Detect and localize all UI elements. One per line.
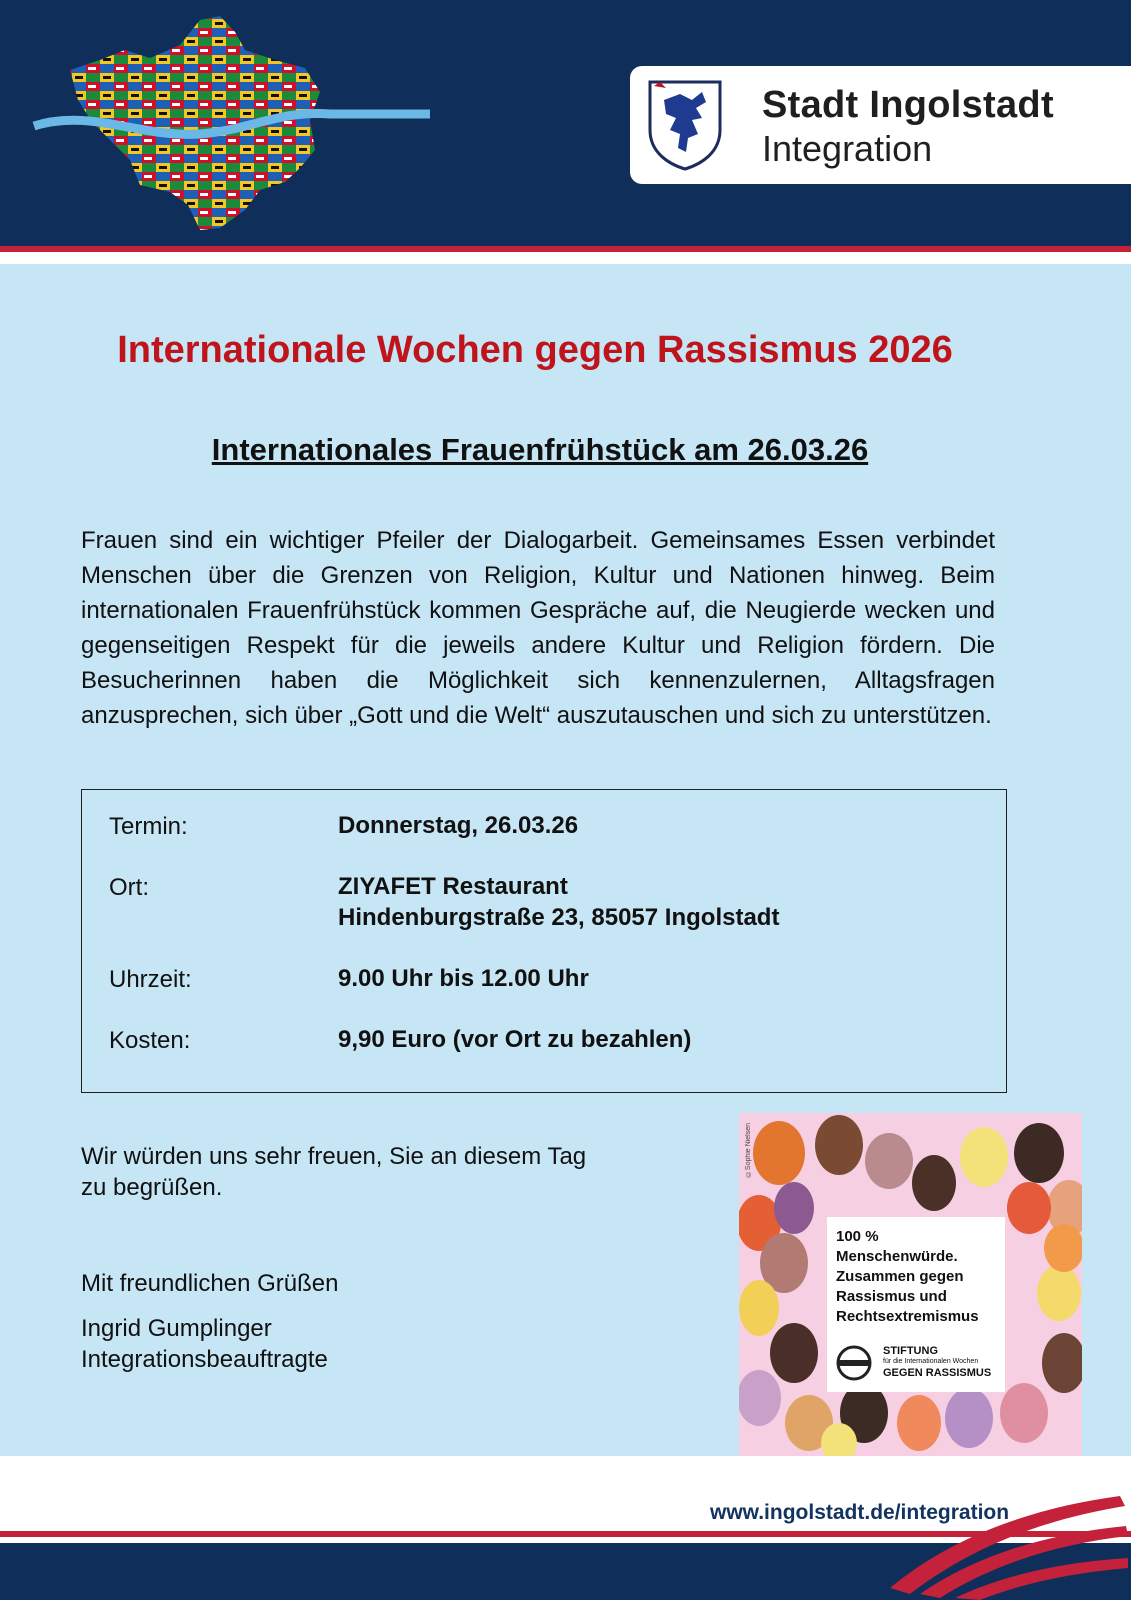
date-value: Donnerstag, 26.03.26 [338,812,579,839]
event-details-box [81,789,1007,1093]
header-white-gap [0,252,1131,264]
intro-paragraph: Frauen sind ein wichtiger Pfeiler der Dialogarbeit. Gemeinsames Essen verbindet Menschen über die Grenzen von Religion, Kultur und Nationen hinweg. Beim internationalen Frauenfrühstück kommen Gespräche auf, die Neugierde wecken und gegenseitigen Respekt für die jeweils andere Kultur und Religion fördern. Die Besucherinnen haben die Möglichkeit sich kennenzulernen, Alltagsfragen anzusprechen, sich über „Gott und die Welt“ auszutauschen und sich zu unterstützen. [81,527,995,729]
place-name: ZIYAFET Restaurant [338,873,568,900]
poster-line: Menschenwürde. [836,1248,958,1265]
department-name: Integration [762,128,933,169]
cost-value: 9,90 Euro (vor Ort zu bezahlen) [338,1026,692,1053]
poster-line: Rechtsextremismus [836,1308,979,1325]
time-label: Uhrzeit: [109,966,192,993]
place-label: Ort: [109,874,149,901]
signer-title: Integrationsbeauftragte [81,1346,328,1373]
time-value: 9.00 Uhr bis 12.00 Uhr [338,965,589,992]
date-label: Termin: [109,813,188,840]
regards: Mit freundlichen Grüßen [81,1270,339,1297]
poster-line: 100 % [836,1228,879,1245]
closing-line: zu begrüßen. [81,1174,223,1201]
swoosh-logo-icon [880,1478,1131,1600]
poster-message-card [827,1217,1005,1392]
city-logo-panel [630,66,1131,184]
place-address: Hindenburgstraße 23, 85057 Ingolstadt [338,904,780,931]
signer-name: Ingrid Gumplinger [81,1315,272,1342]
foundation-logo [835,1343,1003,1383]
closing-line: Wir würden uns sehr freuen, Sie an diesem Tag [81,1143,587,1170]
event-subtitle: Internationales Frauenfrühstück am 26.03.26 [211,432,869,467]
image-credit: ©Sophie Nielsen [745,1123,752,1178]
foundation-tagline: GEGEN RASSISMUS [883,1367,992,1379]
signature-block [81,1313,328,1375]
page-title: Internationale Wochen gegen Rassismus 2026 [117,329,953,371]
footer-url[interactable]: www.ingolstadt.de/integration [710,1501,1010,1524]
city-name: Stadt Ingolstadt [762,84,1054,126]
coat-of-arms-icon [646,78,724,172]
foundation-subtitle: für die Internationalen Wochen [883,1358,979,1365]
poster-line: Rassismus und [836,1288,947,1305]
cost-label: Kosten: [109,1027,191,1054]
closing-text [81,1141,681,1203]
poster-line: Zusammen gegen [836,1268,964,1285]
campaign-poster [739,1113,1082,1456]
flag-map-logo [30,10,450,240]
foundation-name: STIFTUNG [883,1345,938,1357]
foundation-seal-icon [835,1345,873,1381]
poster-slogan [836,1227,1001,1327]
